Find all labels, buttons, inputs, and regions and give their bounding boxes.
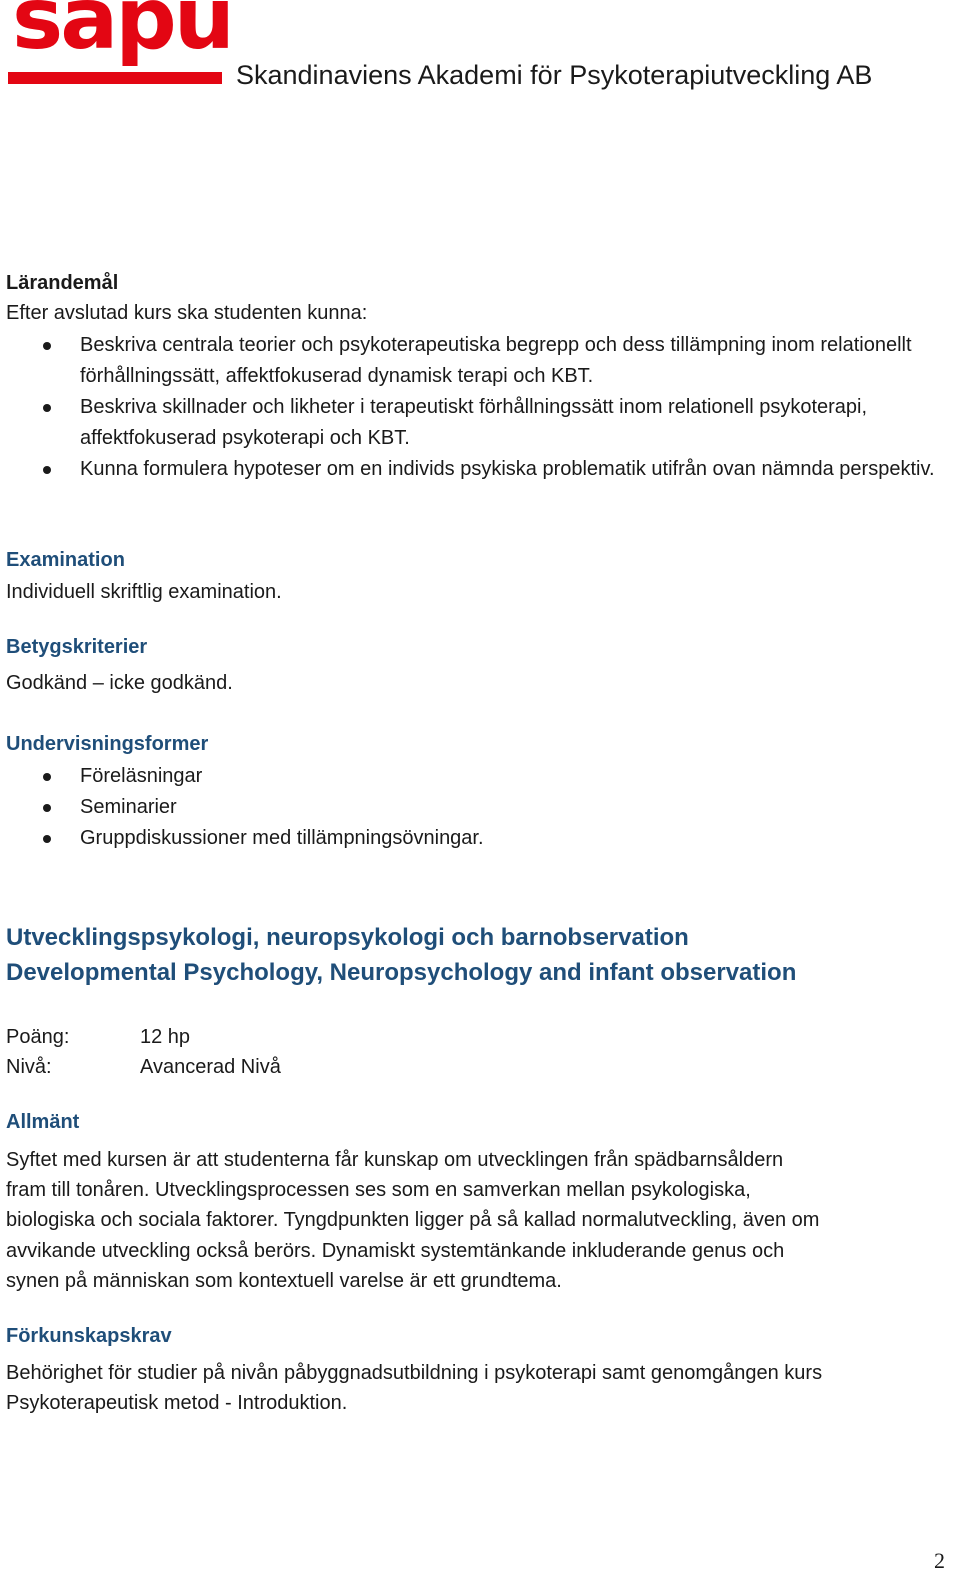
paragraph-line: fram till tonåren. Utvecklingsprocessen ses som en samverkan mellan psykologiska, <box>6 1179 751 1202</box>
bullet-icon <box>43 466 51 474</box>
level-label: Nivå: <box>6 1056 52 1078</box>
list-item-text: Gruppdiskussioner med tillämpningsövningar. <box>80 827 484 849</box>
paragraph-line: Psykoterapeutisk metod - Introduktion. <box>6 1392 348 1415</box>
page-number: 2 <box>934 1548 945 1573</box>
course-title-en: Developmental Psychology, Neuropsychology and infant observation <box>6 959 797 986</box>
examination-text: Individuell skriftlig examination. <box>6 581 282 603</box>
list-item-text: Kunna formulera hypoteser om en individs psykiska problematik utifrån ovan nämnda perspektiv. <box>80 458 935 480</box>
paragraph-line: synen på människan som kontextuell varelse är ett grundtema. <box>6 1269 562 1292</box>
paragraph-line: avvikande utveckling också berörs. Dynamiskt systemtänkande inkluderande genus och <box>6 1239 785 1262</box>
organization-name: Skandinaviens Akademi för Psykoterapiutveckling AB <box>236 60 873 90</box>
examination-heading: Examination <box>6 549 125 571</box>
paragraph-line: biologiska och sociala faktorer. Tyngdpunkten ligger på så kallad normalutveckling, även om <box>6 1209 820 1232</box>
list-item <box>0 823 950 854</box>
bullet-icon <box>43 404 51 412</box>
bullet-icon <box>43 342 51 350</box>
larandemal-list <box>0 330 950 485</box>
points-value: 12 hp <box>140 1026 191 1048</box>
sapu-logo <box>4 0 233 88</box>
undervisning-heading: Undervisningsformer <box>6 733 209 755</box>
bullet-icon <box>43 835 51 843</box>
list-item-text: Beskriva centrala teorier och psykoterapeutiska begrepp och dess tillämpning inom relationellt förhållningssätt, affektfokuserad dynamisk terapi och KBT. <box>80 334 912 387</box>
list-item-text: Beskriva skillnader och likheter i terapeutiskt förhållningssätt inom relationell psykoterapi, affektfokuserad psykoterapi och KBT. <box>80 396 868 449</box>
allmant-heading: Allmänt <box>6 1111 80 1133</box>
betyg-text: Godkänd – icke godkänd. <box>6 672 233 694</box>
list-item-text: Föreläsningar <box>80 765 203 787</box>
logo-underline-bar <box>8 72 222 84</box>
forkunskap-paragraph <box>6 1358 946 1418</box>
list-item-text: Seminarier <box>80 796 177 818</box>
undervisning-list <box>0 761 950 854</box>
list-item <box>0 761 950 792</box>
list-item <box>0 392 950 454</box>
larandemal-heading: Lärandemål <box>6 272 119 294</box>
bullet-icon <box>43 773 51 781</box>
list-item <box>0 792 950 823</box>
paragraph-line: Behörighet för studier på nivån påbyggnadsutbildning i psykoterapi samt genomgången kurs <box>6 1362 823 1384</box>
level-value: Avancerad Nivå <box>140 1056 281 1078</box>
betyg-heading: Betygskriterier <box>6 636 148 658</box>
points-label: Poäng: <box>6 1026 70 1048</box>
list-item <box>0 454 950 485</box>
logo-text: sapu <box>12 0 233 69</box>
paragraph-line: Syftet med kursen är att studenterna får kunskap om utvecklingen från spädbarnsåldern <box>6 1149 784 1171</box>
allmant-paragraph <box>6 1145 946 1296</box>
list-item <box>0 330 950 392</box>
larandemal-intro: Efter avslutad kurs ska studenten kunna: <box>6 302 368 324</box>
course-title-sv: Utvecklingspsykologi, neuropsykologi och barnobservation <box>6 924 689 951</box>
bullet-icon <box>43 804 51 812</box>
forkunskap-heading: Förkunskapskrav <box>6 1325 172 1347</box>
